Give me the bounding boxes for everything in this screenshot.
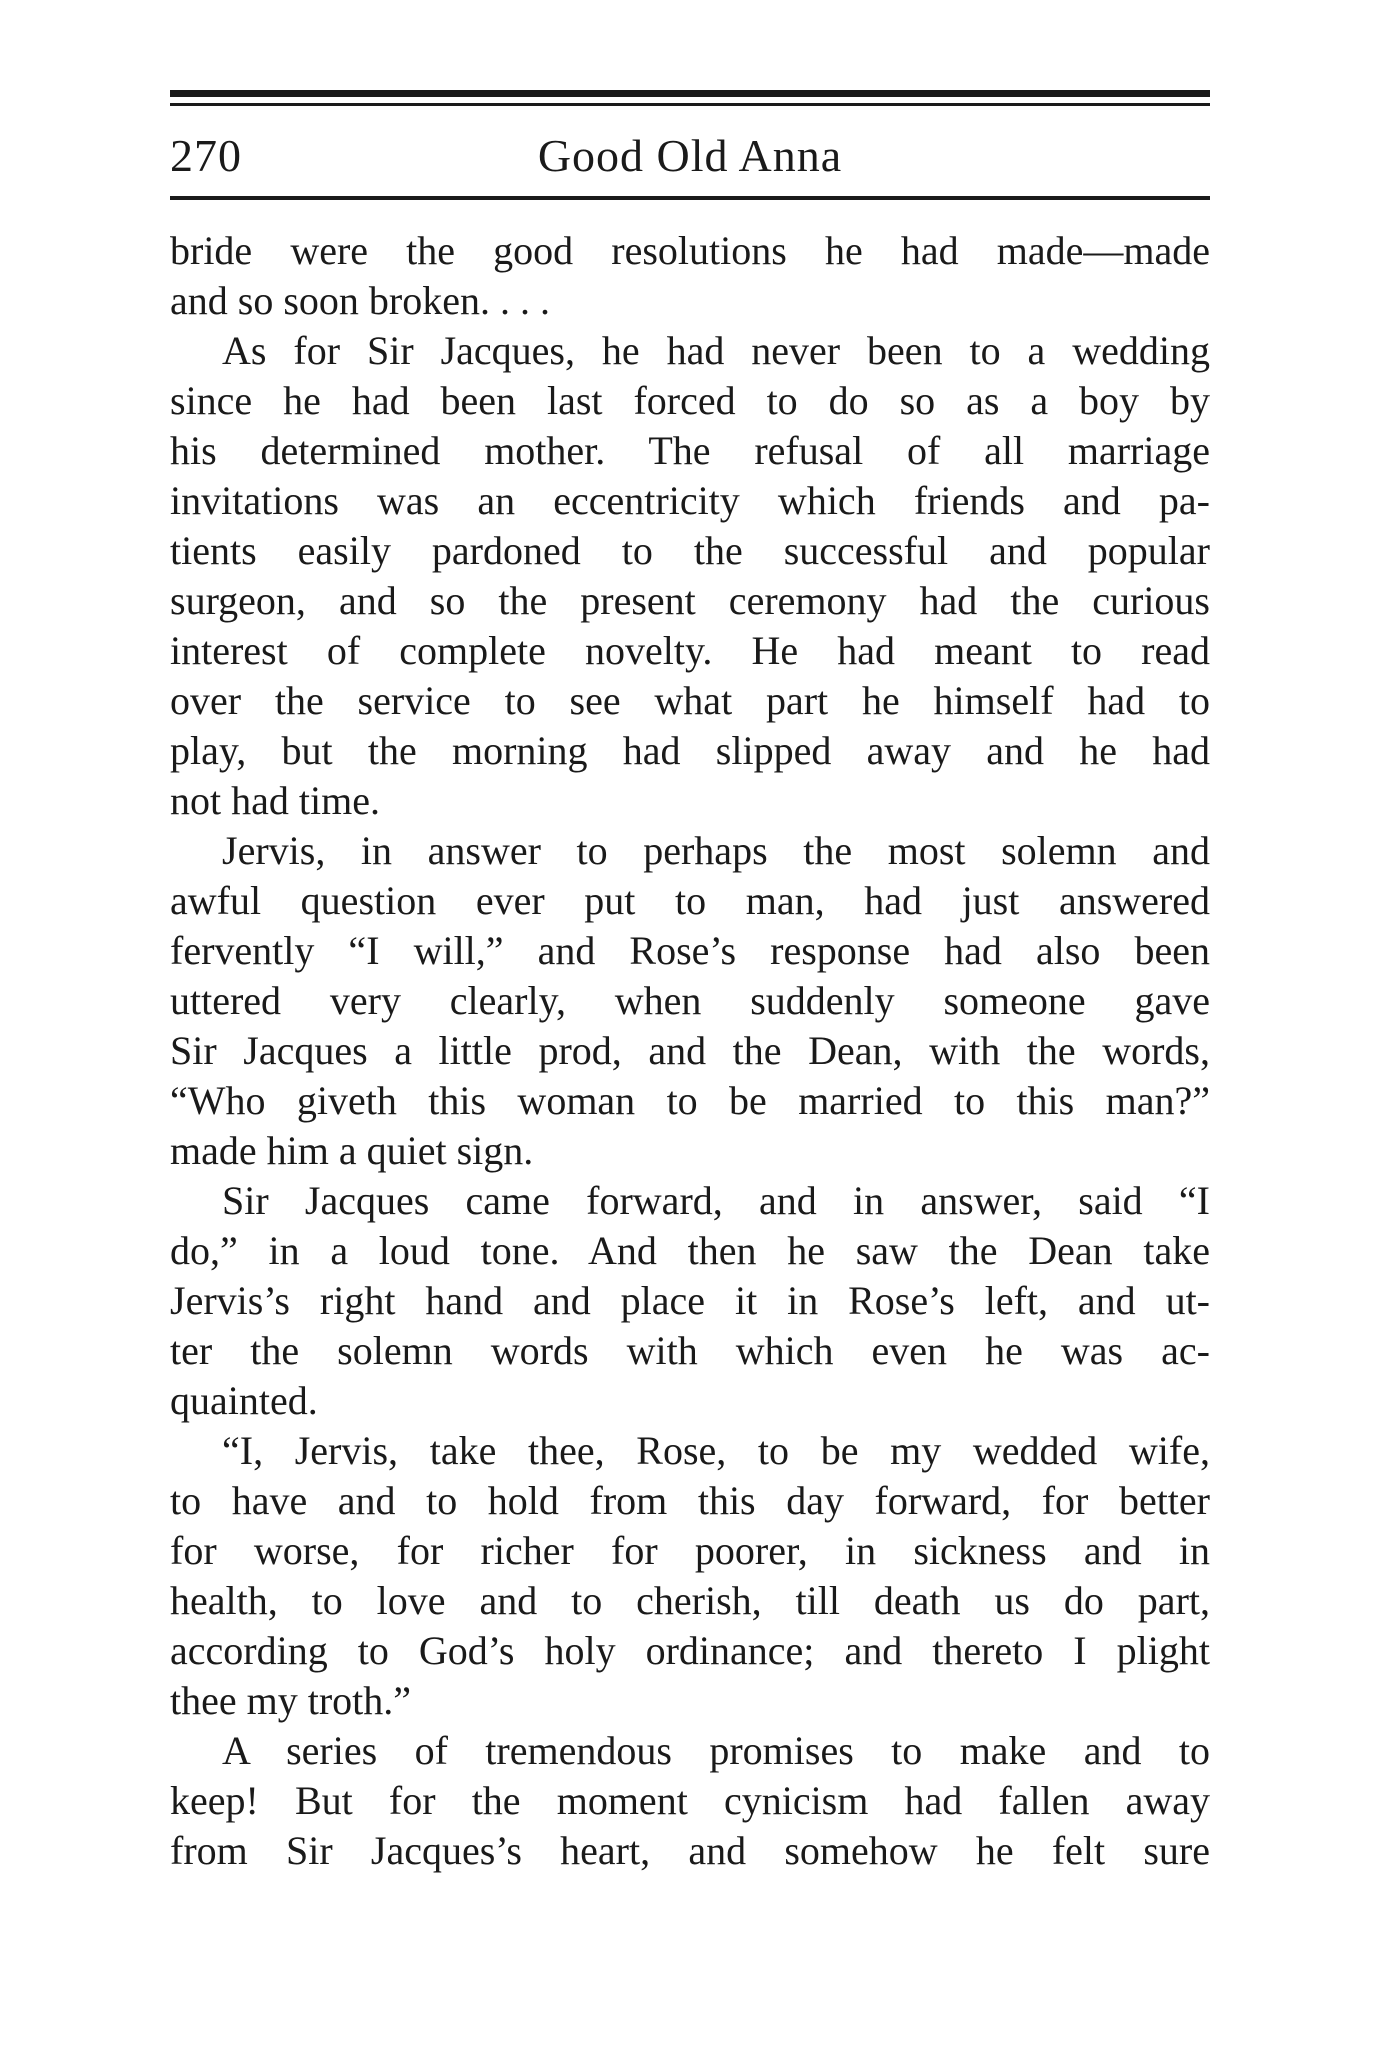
text-line: thee my troth.” (170, 1678, 412, 1723)
text-line: to have and to hold from this day forward, for better (170, 1478, 1210, 1523)
text-line: bride were the good resolutions he had made—made (170, 228, 1210, 273)
text-line: fervently “I will,” and Rose’s response had also been (170, 928, 1210, 973)
text-line: “Who giveth this woman to be married to this man?” (170, 1078, 1210, 1123)
text-line: surgeon, and so the present ceremony had the curious (170, 578, 1210, 623)
text-line: since he had been last forced to do so as a boy by (170, 378, 1210, 423)
top-rule-thin (170, 103, 1210, 106)
header-rule (170, 196, 1210, 200)
text-line: awful question ever put to man, had just answered (170, 878, 1210, 923)
running-head (170, 124, 1210, 188)
text-line: do,” in a loud tone. And then he saw the Dean take (170, 1228, 1210, 1273)
text-line: “I, Jervis, take thee, Rose, to be my wedded wife, (222, 1428, 1210, 1473)
text-line: keep! But for the moment cynicism had fallen away (170, 1778, 1210, 1823)
text-line: for worse, for richer for poorer, in sickness and in (170, 1528, 1210, 1573)
text-line: health, to love and to cherish, till death us do part, (170, 1578, 1210, 1623)
text-line: interest of complete novelty. He had meant to read (170, 628, 1210, 673)
text-line: ter the solemn words with which even he was ac- (170, 1328, 1210, 1373)
page-number: 270 (170, 130, 242, 181)
text-line: Sir Jacques came forward, and in answer, said “I (222, 1178, 1210, 1223)
text-line: not had time. (170, 778, 380, 823)
text-line: play, but the morning had slipped away and he had (170, 728, 1210, 773)
text-line: As for Sir Jacques, he had never been to a wedding (222, 328, 1210, 373)
text-line: A series of tremendous promises to make and to (222, 1728, 1210, 1773)
text-line: from Sir Jacques’s heart, and somehow he felt sure (170, 1828, 1210, 1873)
text-line: quainted. (170, 1378, 318, 1423)
text-line: over the service to see what part he himself had to (170, 678, 1210, 723)
top-rule-thick (170, 90, 1210, 97)
text-line: made him a quiet sign. (170, 1128, 534, 1173)
text-line: and so soon broken. . . . (170, 278, 550, 323)
text-line: Sir Jacques a little prod, and the Dean, with the words, (170, 1028, 1210, 1073)
text-line: Jervis’s right hand and place it in Rose’s left, and ut- (170, 1278, 1210, 1323)
text-line: Jervis, in answer to perhaps the most solemn and (222, 828, 1210, 873)
running-title: Good Old Anna (537, 130, 843, 181)
text-line: his determined mother. The refusal of all marriage (170, 428, 1210, 473)
text-line: invitations was an eccentricity which friends and pa- (170, 478, 1210, 523)
text-line: according to God’s holy ordinance; and thereto I plight (170, 1628, 1210, 1673)
text-line: tients easily pardoned to the successful and popular (170, 528, 1210, 573)
body-text (170, 226, 1210, 1876)
text-line: uttered very clearly, when suddenly someone gave (170, 978, 1210, 1023)
